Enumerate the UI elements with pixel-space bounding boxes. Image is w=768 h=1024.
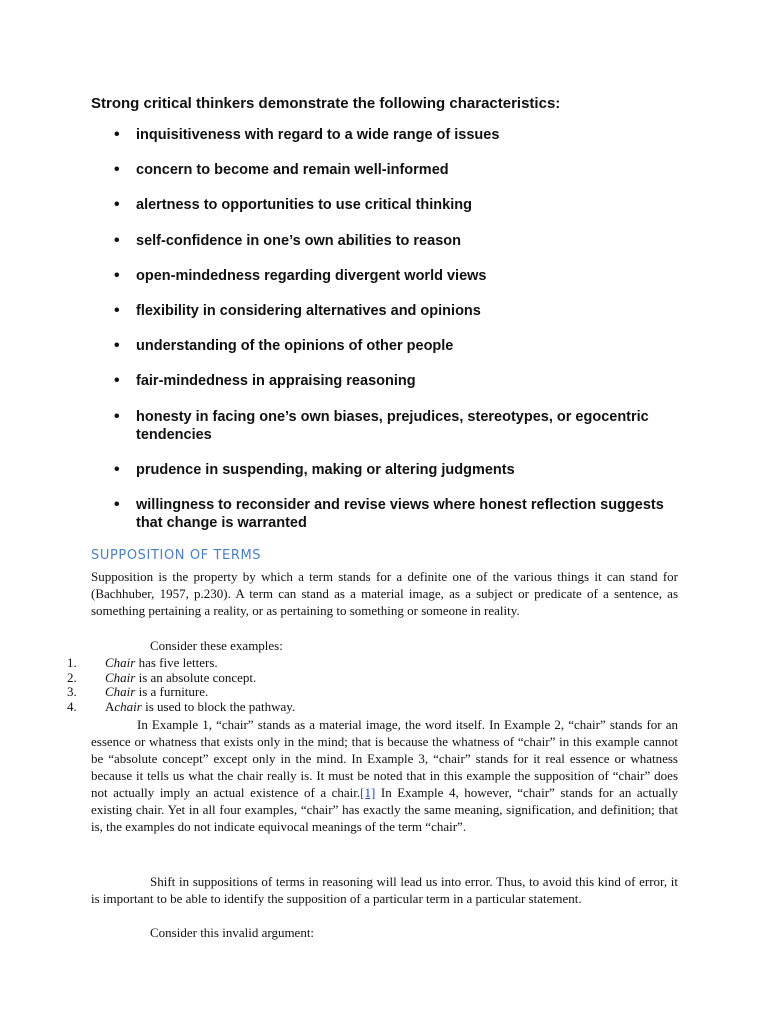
examples-list <box>67 656 295 714</box>
item-text: is used to block the pathway. <box>141 698 296 714</box>
consider-examples-text: Consider these examples: <box>150 638 283 653</box>
list-item <box>67 700 295 715</box>
list-item <box>67 685 295 700</box>
item-number: 2. <box>67 669 77 685</box>
list-item: • inquisitiveness with regard to a wide range of issues <box>114 126 674 144</box>
item-number: 3. <box>67 684 77 699</box>
list-item: • fair-mindedness in appraising reasoning <box>114 372 674 390</box>
item-prefix: A <box>105 698 115 714</box>
examples-explanation-paragraph <box>91 716 678 835</box>
term-italic: Chair <box>105 655 136 670</box>
list-item <box>67 656 295 671</box>
list-item: • prudence in suspending, making or altering judgments <box>114 461 674 479</box>
shift-suppositions-paragraph: Shift in suppositions of terms in reasoning will lead us into error. Thus, to avoid this kind of error, it is important to be able to identify the supposition of a particular term in a particular statement. <box>91 874 678 906</box>
list-item: • honesty in facing one’s own biases, prejudices, stereotypes, or egocentric tendencies <box>114 408 674 444</box>
item-text: has five letters. <box>135 655 218 670</box>
footnote-link[interactable]: [1] <box>360 785 376 800</box>
list-item: • flexibility in considering alternatives and opinions <box>114 302 674 320</box>
term-italic: chair <box>114 698 142 714</box>
characteristics-list <box>114 126 674 549</box>
list-item: • concern to become and remain well-informed <box>114 161 674 179</box>
list-item: • open-mindedness regarding divergent world views <box>114 267 674 285</box>
item-number: 4. <box>67 698 77 714</box>
item-text: is a furniture. <box>135 684 209 699</box>
list-item: • understanding of the opinions of other people <box>114 337 674 355</box>
consider-argument-text: Consider this invalid argument: <box>150 925 315 940</box>
supposition-definition-paragraph: Supposition is the property by which a term stands for a definite one of the various things it can stand for (Bachhuber, 1957, p.230). A term can stand as a material image, as a subject or predicate of a sentence, as something pertaining a reality, or as pertaining to something or someone in reality. <box>91 569 678 618</box>
list-item: • self-confidence in one’s own abilities to reason <box>114 232 674 250</box>
list-item <box>67 671 295 686</box>
term-italic: Chair <box>105 669 136 685</box>
item-text: is an absolute concept. <box>135 669 257 685</box>
term-italic: Chair <box>105 684 136 699</box>
list-item: • alertness to opportunities to use critical thinking <box>114 196 674 214</box>
explanation-text-part1: In Example 1, “chair” stands as a material image, the word itself. In Example 2, “chair” stands for an essence or whatness that exists only in the mind; that is because the whatness of “chair” in this example cannot be “absolute concept” except only in the mind. In Example 3, “chair” stands for it real essence or whatness because it tells us what the chair really is. It must be noted that in this example the supposition of “chair” does not actually imply an actual existence of a chair. <box>91 717 678 800</box>
section-title: SUPPOSITION OF TERMS <box>91 548 262 563</box>
explanation-text-part2: In Example 4, however, “chair” stands for an actually existing chair. Yet in all four examples, “chair” has exactly the same meaning, signification, and definition; that is, the examples do not indicate equivocal meanings of the term “chair”. <box>91 785 678 834</box>
page-heading: Strong critical thinkers demonstrate the following characteristics: <box>91 95 561 112</box>
list-item: • willingness to reconsider and revise views where honest reflection suggests that change is warranted <box>114 496 674 532</box>
item-number: 1. <box>67 655 77 670</box>
